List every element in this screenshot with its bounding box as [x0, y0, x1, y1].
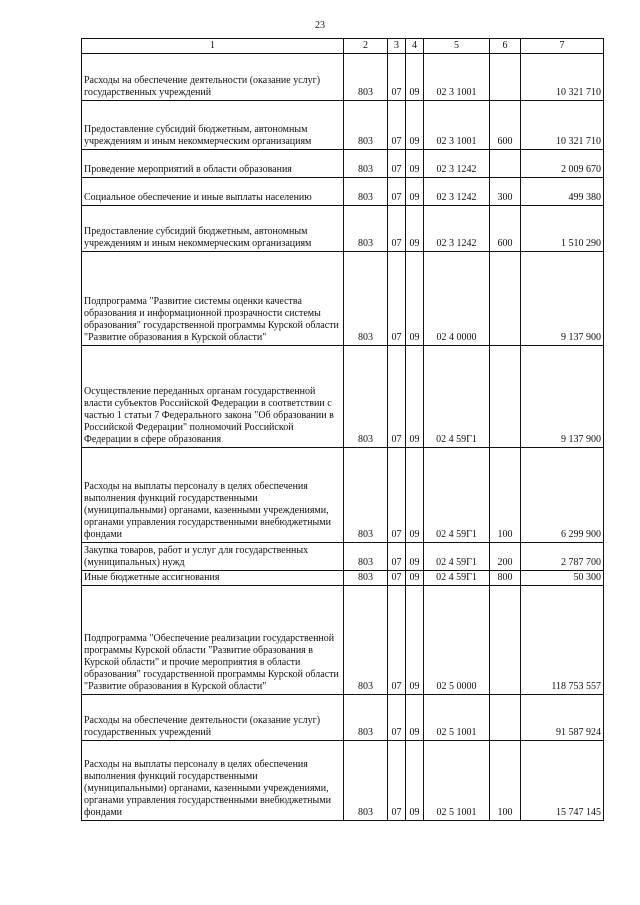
row-subsection: 09	[406, 101, 424, 150]
row-section: 07	[388, 101, 406, 150]
row-target-article: 02 4 59Г1	[424, 448, 490, 543]
row-expense-type	[490, 252, 521, 346]
row-name: Расходы на выплаты персоналу в целях обеспечения выполнения функций государственными (муниципальными) органами, казенными учреждениями, органами управления государственными внебюджетными фондами	[82, 741, 344, 821]
row-amount: 2 009 670	[521, 150, 604, 178]
table-row	[82, 695, 604, 741]
header-col-7: 7	[521, 39, 604, 54]
row-amount: 10 321 710	[521, 54, 604, 101]
row-name: Социальное обеспечение и иные выплаты населению	[82, 178, 344, 206]
row-subsection: 09	[406, 54, 424, 101]
row-amount: 499 380	[521, 178, 604, 206]
row-grbs: 803	[344, 150, 388, 178]
table-row	[82, 586, 604, 695]
row-section: 07	[388, 206, 406, 252]
header-col-1: 1	[82, 39, 344, 54]
row-grbs: 803	[344, 346, 388, 448]
row-amount: 118 753 557	[521, 586, 604, 695]
header-col-4: 4	[406, 39, 424, 54]
row-target-article: 02 3 1001	[424, 101, 490, 150]
table-row	[82, 346, 604, 448]
row-section: 07	[388, 346, 406, 448]
row-name: Закупка товаров, работ и услуг для государственных (муниципальных) нужд	[82, 543, 344, 571]
table-row	[82, 448, 604, 543]
row-subsection: 09	[406, 586, 424, 695]
table-row	[82, 54, 604, 101]
budget-table	[81, 38, 604, 821]
table-row	[82, 543, 604, 571]
row-grbs: 803	[344, 178, 388, 206]
header-col-2: 2	[344, 39, 388, 54]
row-grbs: 803	[344, 101, 388, 150]
row-name: Предоставление субсидий бюджетным, автономным учреждениям и иным некоммерческим организациям	[82, 206, 344, 252]
row-name: Осуществление переданных органам государственной власти субъектов Российской Федерации в соответствии с частью 1 статьи 7 Федерального закона "Об образовании в Российской Федерации" полномочий Российской Федерации в сфере образования	[82, 346, 344, 448]
row-section: 07	[388, 695, 406, 741]
row-target-article: 02 4 0000	[424, 252, 490, 346]
row-target-article: 02 3 1242	[424, 206, 490, 252]
row-subsection: 09	[406, 178, 424, 206]
row-amount: 1 510 290	[521, 206, 604, 252]
row-grbs: 803	[344, 54, 388, 101]
row-section: 07	[388, 571, 406, 586]
table-row	[82, 178, 604, 206]
row-expense-type: 800	[490, 571, 521, 586]
row-expense-type: 600	[490, 206, 521, 252]
row-subsection: 09	[406, 150, 424, 178]
row-name: Подпрограмма "Развитие системы оценки качества образования и информационной прозрачности системы образования" государственной программы Курской области "Развитие образования в Курской области"	[82, 252, 344, 346]
row-name: Предоставление субсидий бюджетным, автономным учреждениям и иным некоммерческим организациям	[82, 101, 344, 150]
row-grbs: 803	[344, 206, 388, 252]
row-grbs: 803	[344, 252, 388, 346]
row-name: Иные бюджетные ассигнования	[82, 571, 344, 586]
row-grbs: 803	[344, 741, 388, 821]
row-target-article: 02 4 59Г1	[424, 543, 490, 571]
row-subsection: 09	[406, 346, 424, 448]
row-section: 07	[388, 448, 406, 543]
row-amount: 15 747 145	[521, 741, 604, 821]
table-row	[82, 741, 604, 821]
page-number: 23	[315, 20, 325, 31]
row-expense-type	[490, 695, 521, 741]
row-amount: 6 299 900	[521, 448, 604, 543]
row-subsection: 09	[406, 448, 424, 543]
row-grbs: 803	[344, 695, 388, 741]
row-amount: 2 787 700	[521, 543, 604, 571]
row-expense-type	[490, 54, 521, 101]
row-name: Расходы на выплаты персоналу в целях обеспечения выполнения функций государственными (муниципальными) органами, казенными учреждениями, органами управления государственными внебюджетными фондами	[82, 448, 344, 543]
row-section: 07	[388, 741, 406, 821]
row-name: Проведение мероприятий в области образования	[82, 150, 344, 178]
row-amount: 9 137 900	[521, 346, 604, 448]
row-amount: 50 300	[521, 571, 604, 586]
row-amount: 9 137 900	[521, 252, 604, 346]
row-target-article: 02 4 59Г1	[424, 346, 490, 448]
row-section: 07	[388, 252, 406, 346]
row-expense-type: 200	[490, 543, 521, 571]
row-expense-type	[490, 150, 521, 178]
row-target-article: 02 5 0000	[424, 586, 490, 695]
row-grbs: 803	[344, 543, 388, 571]
row-expense-type	[490, 586, 521, 695]
row-name: Подпрограмма "Обеспечение реализации государственной программы Курской области "Развитие образования в Курской области" и прочие мероприятия в области образования" государственной программы Курской области "Развитие образования в Курской области"	[82, 586, 344, 695]
row-name: Расходы на обеспечение деятельности (оказание услуг) государственных учреждений	[82, 695, 344, 741]
row-expense-type: 300	[490, 178, 521, 206]
row-amount: 10 321 710	[521, 101, 604, 150]
row-subsection: 09	[406, 695, 424, 741]
row-target-article: 02 3 1001	[424, 54, 490, 101]
row-subsection: 09	[406, 543, 424, 571]
row-subsection: 09	[406, 741, 424, 821]
row-target-article: 02 3 1242	[424, 178, 490, 206]
row-grbs: 803	[344, 571, 388, 586]
header-col-3: 3	[388, 39, 406, 54]
row-expense-type	[490, 346, 521, 448]
table-body	[82, 54, 604, 821]
row-section: 07	[388, 543, 406, 571]
row-name: Расходы на обеспечение деятельности (оказание услуг) государственных учреждений	[82, 54, 344, 101]
row-target-article: 02 5 1001	[424, 741, 490, 821]
row-subsection: 09	[406, 252, 424, 346]
row-expense-type: 100	[490, 448, 521, 543]
table-row	[82, 571, 604, 586]
table-row	[82, 252, 604, 346]
header-col-6: 6	[490, 39, 521, 54]
row-target-article: 02 5 1001	[424, 695, 490, 741]
header-col-5: 5	[424, 39, 490, 54]
row-section: 07	[388, 586, 406, 695]
row-grbs: 803	[344, 448, 388, 543]
row-target-article: 02 3 1242	[424, 150, 490, 178]
row-expense-type: 100	[490, 741, 521, 821]
table-row	[82, 206, 604, 252]
row-subsection: 09	[406, 571, 424, 586]
row-section: 07	[388, 178, 406, 206]
row-expense-type: 600	[490, 101, 521, 150]
row-grbs: 803	[344, 586, 388, 695]
row-target-article: 02 4 59Г1	[424, 571, 490, 586]
header-row	[82, 39, 604, 54]
row-section: 07	[388, 150, 406, 178]
row-section: 07	[388, 54, 406, 101]
row-amount: 91 587 924	[521, 695, 604, 741]
row-subsection: 09	[406, 206, 424, 252]
table-row	[82, 150, 604, 178]
table-row	[82, 101, 604, 150]
table-header	[82, 39, 604, 54]
